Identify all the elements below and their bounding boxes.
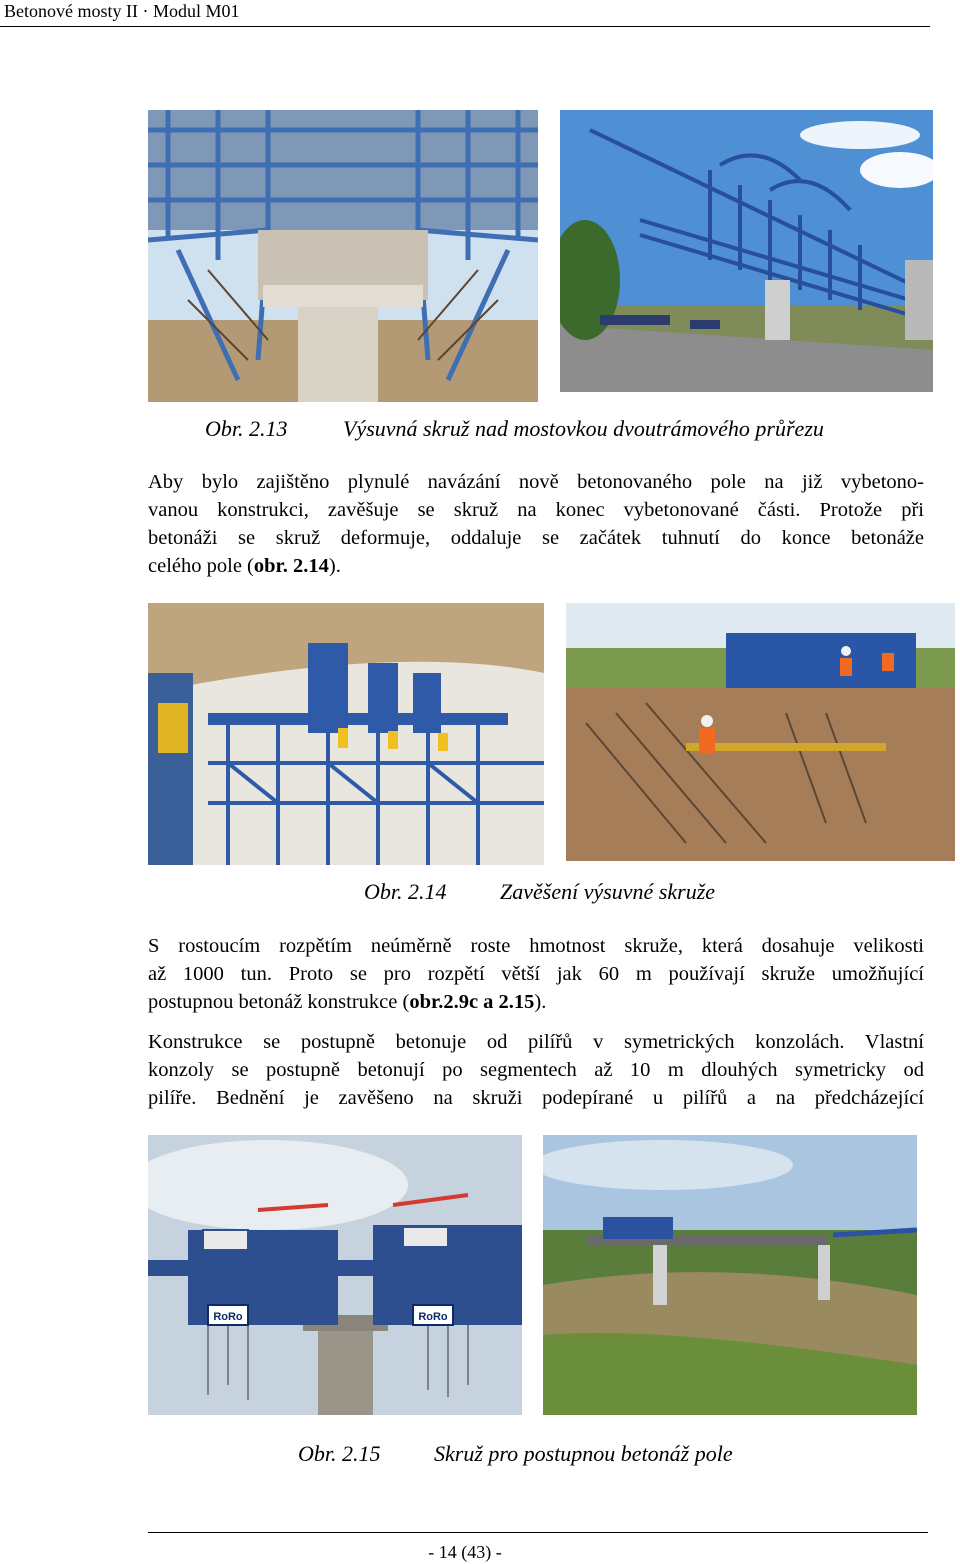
paragraph-3-line-3: pilíře. Bednění je zavěšeno na skruži podepírané u pilířů a na předcházející: [148, 1087, 924, 1109]
page-header: [0, 0, 930, 27]
roro-label-right: RoRo: [418, 1311, 448, 1323]
roro-label-left: RoRo: [213, 1311, 243, 1323]
paragraph-1-line-4: [148, 552, 924, 580]
paragraph-3-line-1: Konstrukce se postupně betonuje od pilířů v symetrických konzolách. Vlastní: [148, 1031, 924, 1053]
paragraph-2-last-prefix: postupnou betonáž konstrukce (: [148, 991, 410, 1013]
photo-scaffold-underside: [148, 110, 538, 402]
photo-cantilever-traveller: [148, 1135, 522, 1415]
paragraph-2-last-suffix: ).: [534, 991, 547, 1013]
paragraph-2-line-2: až 1000 tun. Proto se pro rozpětí větší jak 60 m používají skruže umožňující: [148, 963, 924, 985]
figure-2-15-caption: [298, 1441, 733, 1467]
paragraph-2-line-1: S rostoucím rozpětím neúměrně roste hmotnost skruže, která dosahuje velikosti: [148, 935, 924, 957]
figure-2-14-number: Obr. 2.14: [364, 879, 447, 904]
figure-2-13-number: Obr. 2.13: [205, 416, 288, 441]
page-number: - 14 (43) -: [428, 1542, 502, 1562]
paragraph-1: [148, 468, 924, 580]
figure-ref-2-9c-2-15[interactable]: obr.2.9c a 2.15: [409, 991, 535, 1013]
paragraph-3: [148, 1028, 924, 1112]
footer-rule: [148, 1532, 928, 1533]
figure-ref-2-14[interactable]: obr. 2.14: [253, 555, 329, 577]
paragraph-2-line-3: [148, 988, 924, 1016]
figure-2-14-caption: [364, 879, 716, 905]
photo-suspension-frame: [148, 603, 544, 865]
paragraph-1-line-1: Aby bylo zajištěno plynulé navázání nově betonovaného pole na již vybetono-: [148, 471, 924, 493]
photo-workers-rebar-deck: [566, 603, 955, 861]
paragraph-2: [148, 932, 924, 1016]
photo-scaffold-over-road: [560, 110, 933, 392]
figure-2-15-number: Obr. 2.15: [298, 1441, 381, 1466]
figure-2-14-title: Zavěšení výsuvné skruže: [500, 879, 716, 904]
header-title: Betonové mosty II · Modul M01: [4, 1, 240, 21]
photo-valley-bridge: [543, 1135, 917, 1415]
paragraph-1-last-suffix: ).: [328, 555, 341, 577]
paragraph-1-line-3: betonáži se skruž deformuje, oddaluje se začátek tuhnutí do konce betonáže: [148, 527, 924, 549]
paragraph-1-line-2: vanou konstrukci, zavěšuje se skruž na konec vybetonované části. Protože při: [148, 499, 924, 521]
figure-2-15-title: Skruž pro postupnou betonáž pole: [434, 1441, 733, 1466]
paragraph-3-line-2: konzoly se postupně betonují po segmentech až 10 m dlouhých symetricky od: [148, 1059, 924, 1081]
figure-2-13-caption: [205, 416, 824, 442]
figure-2-13-title: Výsuvná skruž nad mostovkou dvoutrámového průřezu: [343, 416, 824, 441]
paragraph-1-last-prefix: celého pole (: [148, 555, 254, 577]
